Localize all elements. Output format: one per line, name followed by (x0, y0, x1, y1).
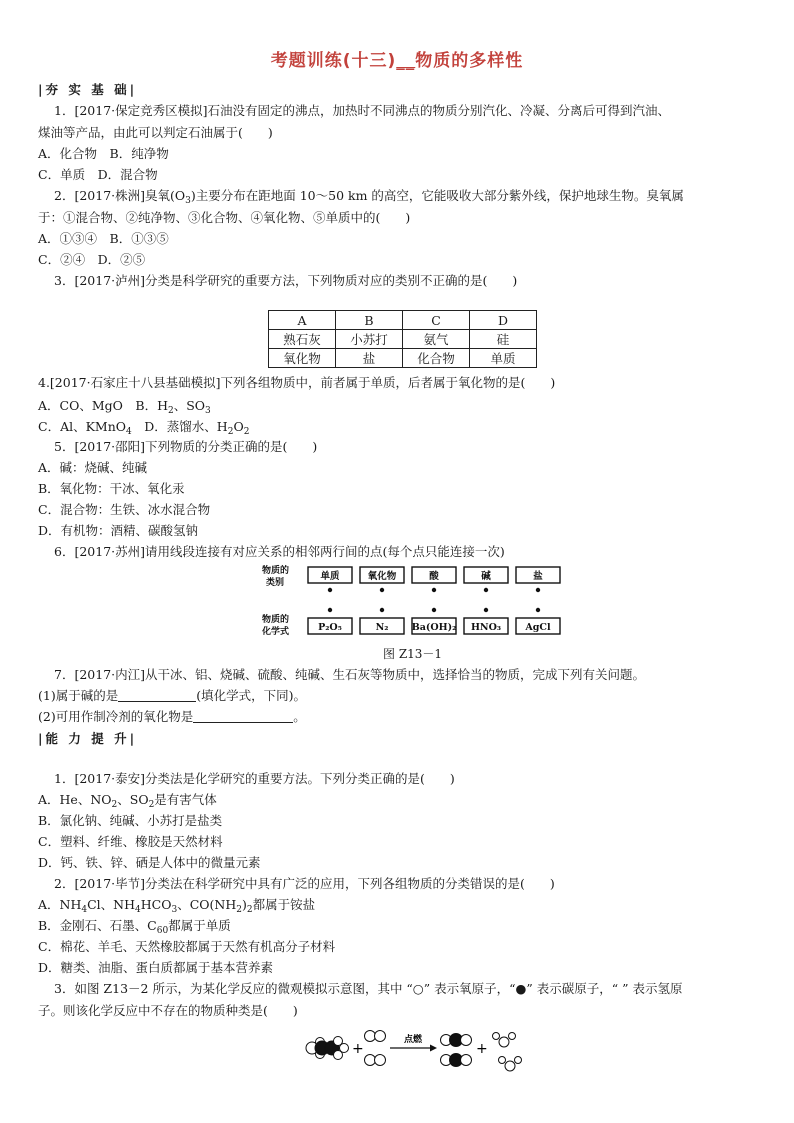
r2-option-d: D．糖类、油脂、蛋白质都属于基本营养素 (38, 960, 274, 975)
row-label-category-1: 物质的 (262, 566, 290, 576)
q4-stem: 4.[2017·石家庄十八县基础模拟]下列各组物质中，前者属于单质，后者属于氧化物的是( ) (38, 375, 556, 390)
row-label-formula-1: 物质的 (262, 615, 290, 625)
table-cell: 氧化物 (269, 349, 336, 368)
r2-option-c: C．棉花、羊毛、天然橡胶都属于天然有机高分子材料 (38, 939, 336, 954)
r1-option-c: C．塑料、纤维、橡胶是天然材料 (38, 834, 223, 849)
q5-option-b: B．氧化物：干冰、氧化汞 (38, 481, 185, 496)
formula-label: Ba(OH)₂ (411, 622, 457, 633)
q7-part2: (2)可用作制冷剂的氧化物是 。 (38, 709, 306, 724)
reaction-arrow (390, 1045, 437, 1052)
product-molecule-2 (493, 1033, 522, 1072)
plus-sign: + (476, 1041, 488, 1057)
r2-option-b: B．金刚石、石墨、$C_{60}$都属于单质 (38, 918, 231, 936)
table-cell: B (336, 311, 403, 330)
category-label: 盐 (533, 571, 543, 582)
q7-part1: (1)属于碱的是 (填化学式，下同)。 (38, 688, 306, 703)
plus-sign: + (352, 1041, 364, 1057)
answer-blank[interactable] (193, 709, 293, 723)
r1-option-d: D．钙、铁、锌、硒是人体中的微量元素 (38, 855, 261, 870)
table-row (269, 349, 537, 368)
table-cell: A (269, 311, 336, 330)
connection-dot[interactable] (484, 588, 488, 592)
q4-options-cd: C．Al、KMnO$_4$ D．蒸馏水、$H_2O_2$ (38, 419, 250, 437)
table-cell: 化合物 (403, 349, 470, 368)
table-cell: 熟石灰 (269, 330, 336, 349)
q5-option-c: C．混合物：生铁、冰水混合物 (38, 502, 211, 517)
r1-stem: 1．[2017·泰安]分类法是化学研究的重要方法。下列分类正确的是( ) (54, 771, 455, 786)
page-title: 考题训练(十三)__物质的多样性 (270, 51, 524, 71)
formula-label: HNO₃ (470, 622, 502, 633)
answer-blank[interactable] (118, 688, 196, 702)
reactant-molecule-2 (365, 1031, 386, 1066)
reactant-molecule-1 (306, 1037, 349, 1060)
product-molecule-1 (441, 1034, 472, 1067)
r1-option-a: A．He、$NO_2$、$SO_2$是有害气体 (38, 792, 217, 810)
category-label: 单质 (320, 571, 340, 582)
connection-dot[interactable] (432, 588, 436, 592)
r3-stem-line2: 子。则该化学反应中不存在的物质种类是( ) (38, 1003, 298, 1018)
category-label: 氧化物 (367, 571, 397, 582)
q5-stem: 5．[2017·邵阳]下列物质的分类正确的是( ) (54, 439, 318, 454)
reaction-diagram (300, 1022, 530, 1080)
q1-options-cd: C．单质 D．混合物 (38, 167, 158, 182)
q4-options-ab: A．CO、MgO B．$H_2$、$SO_3$ (38, 398, 211, 416)
q2-options-ab: A．①③④ B．①③⑤ (38, 231, 169, 246)
row-label-category-2: 类别 (266, 578, 285, 588)
q3-classification-table (268, 310, 537, 368)
table-cell: 氨气 (403, 330, 470, 349)
connection-dot[interactable] (328, 608, 332, 612)
r2-stem: 2．[2017·毕节]分类法在科学研究中具有广泛的应用，下列各组物质的分类错误的是( ) (54, 876, 555, 891)
q5-option-d: D．有机物：酒精、碳酸氢钠 (38, 523, 199, 538)
r1-option-b: B．氯化钠、纯碱、小苏打是盐类 (38, 813, 223, 828)
category-label: 酸 (429, 571, 439, 582)
q6-stem: 6．[2017·苏州]请用线段连接有对应关系的相邻两行间的点(每个点只能连接一次) (54, 544, 505, 559)
category-label: 碱 (481, 571, 491, 582)
q7-stem: 7．[2017·内江]从干冰、铝、烧碱、硫酸、纯碱、生石灰等物质中，选择恰当的物质，完成下列有关问题。 (54, 667, 645, 682)
section-heading-basic: |夯 实 基 础| (38, 82, 138, 97)
connection-dot[interactable] (536, 608, 540, 612)
table-row (269, 330, 537, 349)
connection-dot[interactable] (328, 588, 332, 592)
table-cell: 单质 (470, 349, 537, 368)
arrow-label-ignite: 点燃 (404, 1035, 423, 1045)
section-heading-advanced: |能 力 提 升| (38, 731, 138, 746)
connection-dot[interactable] (484, 608, 488, 612)
formula-label: P₂O₅ (318, 622, 342, 633)
r2-option-a: A．$NH_4Cl$、$NH_4HCO_3$、$CO(NH_2)_2$都属于铵盐 (38, 897, 316, 915)
connection-dot[interactable] (432, 608, 436, 612)
r3-stem-line1: 3．如图 Z13－2 所示，为某化学反应的微观模拟示意图，其中 “○” 表示氧原子，“●” 表示碳原子，“ ” 表示氢原 (54, 981, 683, 996)
q3-stem: 3．[2017·泸州]分类是科学研究的重要方法，下列物质对应的类别不正确的是( ) (54, 273, 518, 288)
row-label-formula-2: 化学式 (262, 627, 290, 637)
q1-options-ab: A．化合物 B．纯净物 (38, 146, 169, 161)
q2-options-cd: C．②④ D．②⑤ (38, 252, 146, 267)
table-cell: 小苏打 (336, 330, 403, 349)
table-cell: 硅 (470, 330, 537, 349)
table-row (269, 311, 537, 330)
q6-matching-figure (262, 563, 562, 643)
connection-dot[interactable] (536, 588, 540, 592)
q2-stem-line1: 2．[2017·株洲]臭氧$(O_3)$主要分布在距地面 10～50 km 的高空，它能吸收大部分紫外线，保护地球生物。臭氧属 (54, 188, 684, 206)
q1-stem-line1: 1．[2017·保定竞秀区模拟]石油没有固定的沸点，加热时不同沸点的物质分别汽化、冷凝、分离后可得到汽油、 (54, 103, 670, 118)
table-cell: D (470, 311, 537, 330)
q2-stem-line2: 于：①混合物、②纯净物、③化合物、④氧化物、⑤单质中的( ) (38, 210, 411, 225)
connection-dot[interactable] (380, 588, 384, 592)
formula-label: N₂ (375, 622, 389, 633)
formula-label: AgCl (525, 622, 551, 633)
q5-option-a: A．碱：烧碱、纯碱 (38, 460, 148, 475)
table-cell: 盐 (336, 349, 403, 368)
connection-dot[interactable] (380, 608, 384, 612)
q1-stem-line2: 煤油等产品，由此可以判定石油属于( ) (38, 125, 273, 140)
table-cell: C (403, 311, 470, 330)
figure-caption-z13-1: 图 Z13－1 (383, 647, 443, 661)
